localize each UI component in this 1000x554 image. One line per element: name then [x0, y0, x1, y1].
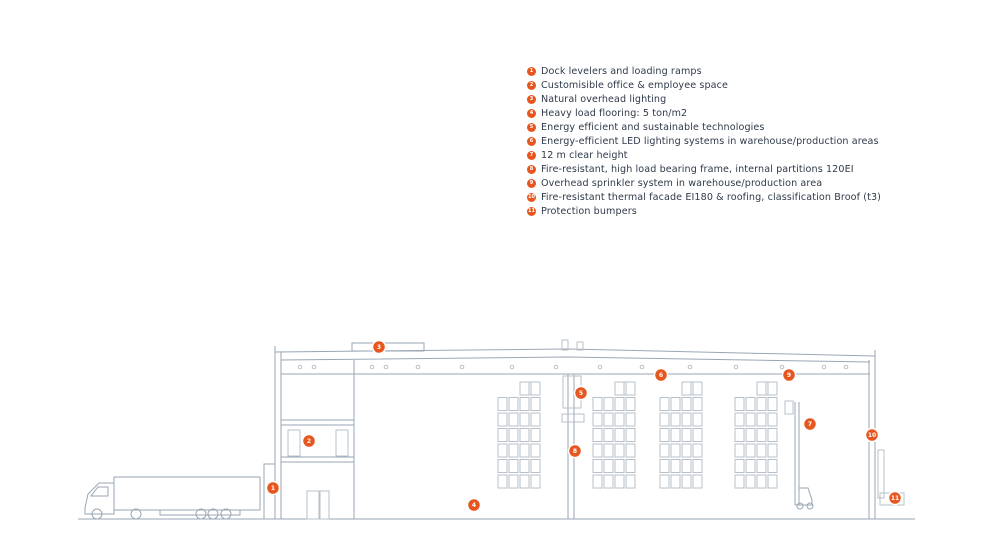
callout-markers	[267, 341, 902, 512]
svg-text:7: 7	[807, 420, 813, 428]
svg-text:1: 1	[270, 484, 276, 492]
callout-marker	[889, 492, 902, 505]
storage-rack	[593, 382, 635, 488]
svg-text:3: 3	[376, 343, 382, 351]
callout-marker	[783, 369, 796, 382]
light-fixture	[844, 365, 848, 369]
svg-text:6: 6	[658, 371, 664, 379]
legend-number-badge: 3	[527, 95, 536, 104]
truck-illustration	[85, 477, 260, 519]
svg-text:10: 10	[867, 431, 877, 439]
legend-text: Heavy load flooring: 5 ton/m2	[541, 107, 688, 119]
svg-text:5: 5	[578, 389, 584, 397]
legend-text: 12 m clear height	[541, 149, 628, 161]
callout-marker	[804, 418, 817, 431]
light-fixture	[688, 365, 692, 369]
legend-text: Energy efficient and sustainable technologies	[541, 121, 765, 133]
light-fixture	[384, 365, 388, 369]
led-light-fixtures	[298, 365, 848, 369]
office-door	[336, 430, 348, 456]
legend-text: Fire-resistant thermal facade EI180 & roofing, classification Broof (t3)	[541, 191, 882, 203]
light-fixture	[298, 365, 302, 369]
svg-text:9: 9	[786, 371, 792, 379]
svg-text:8: 8	[572, 447, 578, 455]
callout-marker	[569, 445, 582, 458]
storage-rack	[735, 382, 777, 488]
light-fixture	[780, 365, 784, 369]
light-fixture	[510, 365, 514, 369]
light-fixture	[370, 365, 374, 369]
storage-rack	[660, 382, 702, 488]
light-fixture	[460, 365, 464, 369]
callout-marker	[373, 341, 386, 354]
legend-number-badge: 10	[528, 193, 535, 200]
legend-number-badge: 4	[527, 109, 536, 118]
office-door	[307, 491, 319, 519]
light-fixture	[416, 365, 420, 369]
callout-marker	[575, 387, 588, 400]
roof-skylight	[352, 343, 424, 351]
light-fixture	[312, 365, 316, 369]
light-fixture	[640, 365, 644, 369]
light-fixture	[822, 365, 826, 369]
callout-marker	[655, 369, 668, 382]
legend-text: Dock levelers and loading ramps	[541, 65, 702, 77]
truck-chassis	[160, 510, 240, 515]
light-fixture	[554, 365, 558, 369]
storage-rack	[498, 382, 540, 488]
legend-number-badge: 5	[527, 123, 536, 132]
light-fixture	[598, 365, 602, 369]
legend-text: Fire-resistant, high load bearing frame, internal partitions 120EI	[541, 163, 854, 175]
callout-marker	[468, 499, 481, 512]
callout-marker	[267, 482, 280, 495]
legend-number-badge: 2	[527, 81, 536, 90]
svg-text:2: 2	[306, 437, 312, 445]
truck-trailer	[114, 477, 260, 510]
svg-text:4: 4	[471, 501, 477, 509]
legend-number-badge: 6	[527, 137, 536, 146]
legend-number-badge: 7	[527, 151, 536, 160]
legend-text: Energy-efficient LED lighting systems in warehouse/production areas	[541, 135, 879, 147]
callout-marker	[866, 429, 879, 442]
legend-number-badge: 8	[527, 165, 536, 174]
office-door	[320, 491, 329, 519]
legend-number-badge: 9	[527, 179, 536, 188]
svg-text:11: 11	[890, 494, 900, 502]
legend-text: Customisible office & employee space	[541, 79, 728, 91]
legend-number-badge: 1	[527, 67, 536, 76]
facade-panel	[878, 450, 884, 498]
legend-number-badge: 11	[528, 207, 535, 214]
office-door	[288, 430, 300, 456]
legend-text: Natural overhead lighting	[541, 93, 667, 105]
legend-text: Protection bumpers	[541, 205, 637, 217]
legend-text: Overhead sprinkler system in warehouse/production area	[541, 177, 823, 189]
storage-racks	[498, 382, 777, 488]
callout-marker	[303, 435, 316, 448]
light-fixture	[734, 365, 738, 369]
